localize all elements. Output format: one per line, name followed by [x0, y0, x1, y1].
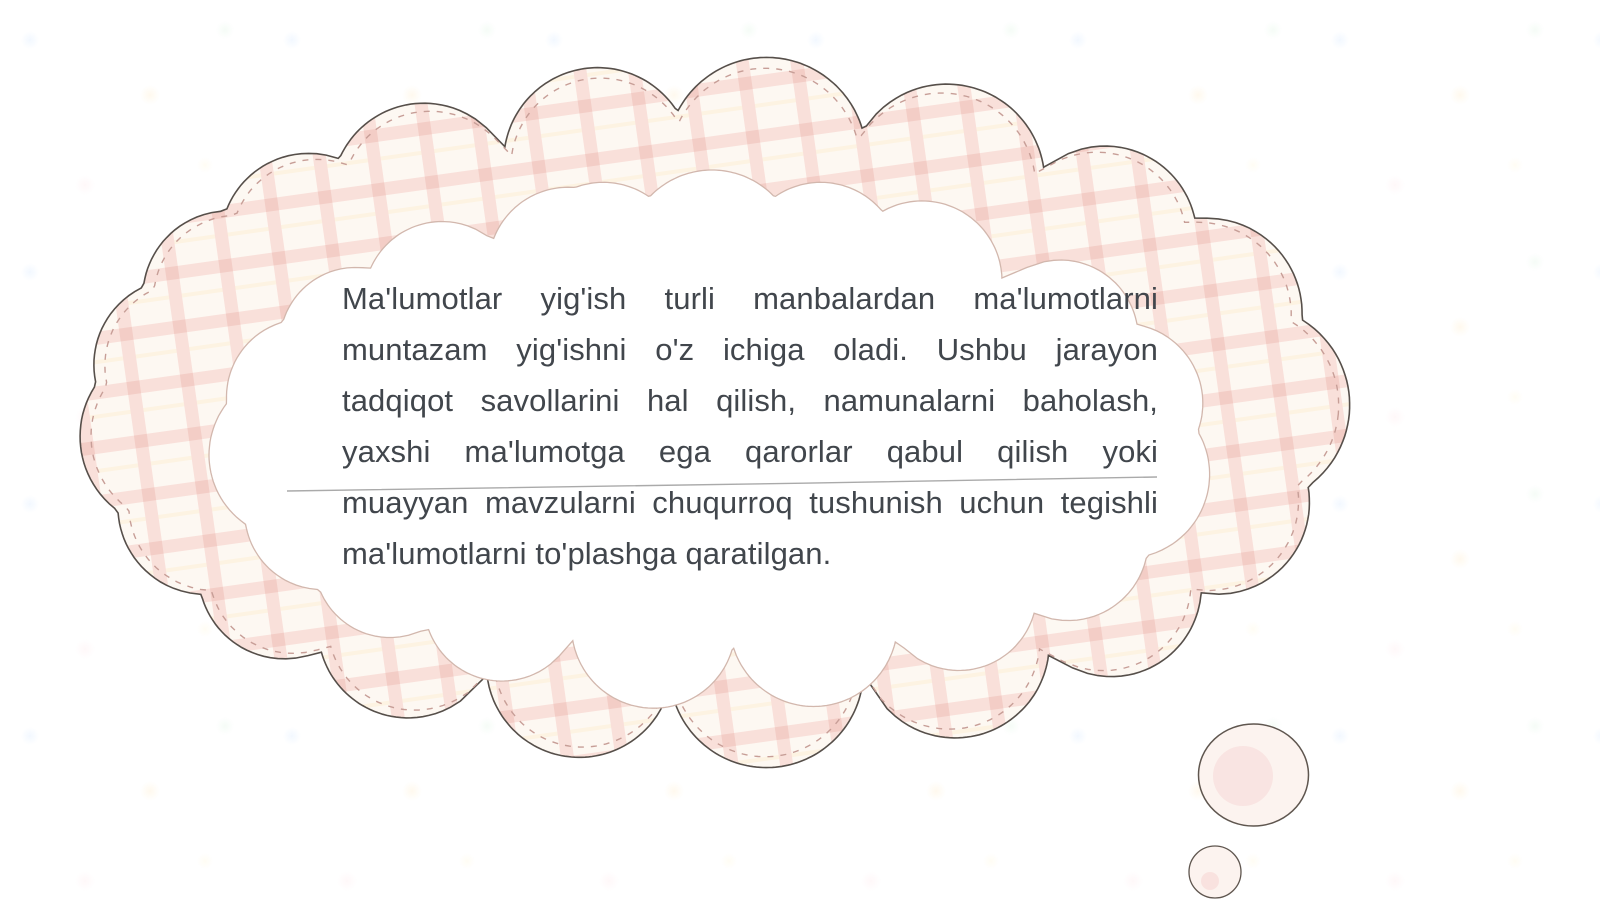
thought-trail-small-smudge [1201, 872, 1219, 890]
bubble-text-line: muayyan mavzularni chuqurroq tushunish uchun tegishli [342, 485, 1158, 520]
bubble-text-line: ma'lumotlarni to'plashga qaratilgan. [342, 536, 832, 571]
bubble-text-line: Ma'lumotlar yig'ish turli manbalardan ma'lumotlarni [342, 281, 1158, 316]
bubble-text-line: tadqiqot savollarini hal qilish, namunalarni baholash, [342, 383, 1158, 418]
bubble-text-line: yaxshi ma'lumotga ega qarorlar qabul qilish yoki [342, 434, 1158, 469]
bubble-text [342, 273, 1158, 579]
thought-trail-small-circle [1189, 846, 1241, 898]
thought-trail [1189, 724, 1309, 898]
bubble-text-line: muntazam yig'ishni o'z ichiga oladi. Ushbu jarayon [342, 332, 1158, 367]
thought-trail-large-smudge [1213, 746, 1273, 806]
